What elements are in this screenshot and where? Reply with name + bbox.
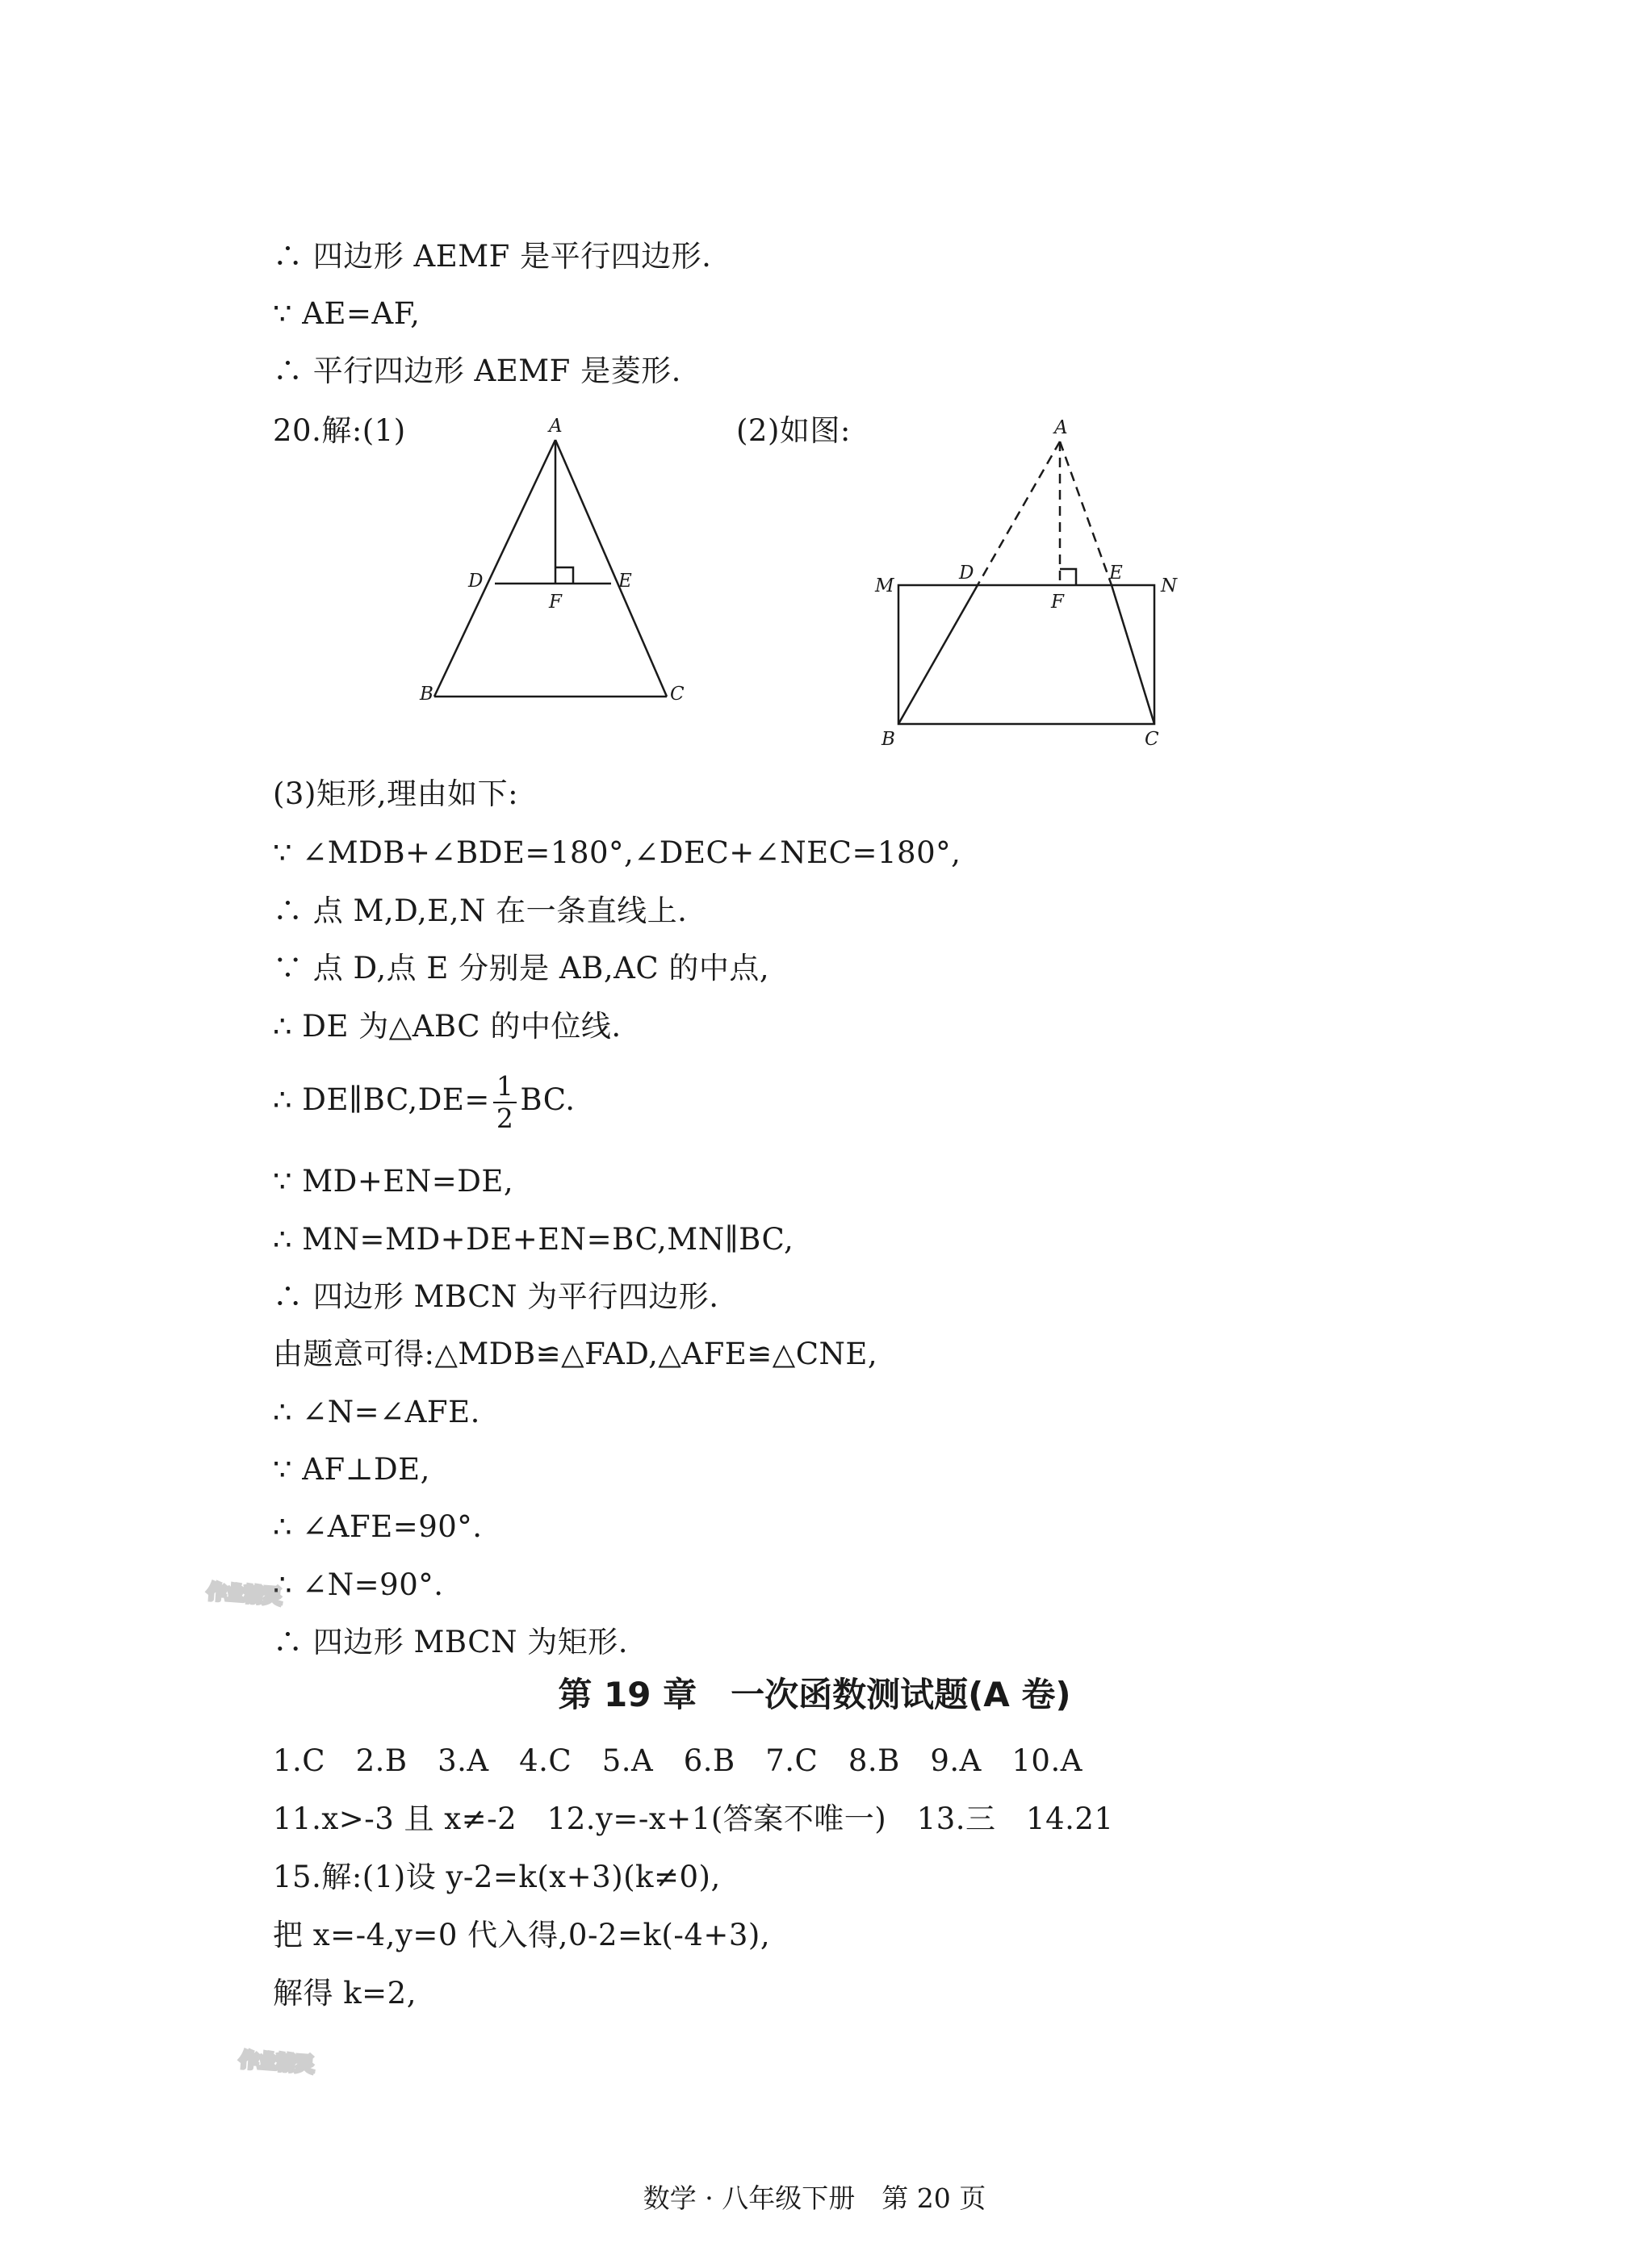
figure-1-triangle	[404, 408, 694, 730]
text-line-18: ∴ ∠N=90°.	[273, 1567, 444, 1602]
text-line-17: ∴ ∠AFE=90°.	[273, 1509, 483, 1544]
fig1-label-a: A	[549, 416, 563, 437]
svg-text:作业精灵: 作业精灵	[239, 2049, 315, 2077]
svg-text:作业精灵: 作业精灵	[207, 1581, 283, 1609]
fraction-numerator: 1	[493, 1071, 517, 1103]
text-line-10-part-b: BC.	[520, 1082, 576, 1117]
fig2-label-m: M	[875, 575, 894, 596]
text-line-15: ∴ ∠N=∠AFE.	[273, 1395, 480, 1429]
problem-20-part2-label: (2)如图:	[736, 413, 851, 448]
fig1-side-ab	[434, 440, 555, 697]
fig1-label-b: B	[420, 684, 433, 705]
fig2-rectangle-mbcn	[898, 585, 1154, 724]
text-line-9: ∴ DE 为△ABC 的中位线.	[273, 1009, 622, 1044]
text-line-13: ∴ 四边形 MBCN 为平行四边形.	[273, 1279, 719, 1314]
text-line-3: ∴ 平行四边形 AEMF 是菱形.	[273, 354, 681, 388]
text-line-2: ∵ AE=AF,	[273, 296, 421, 331]
figure-2-rectangle	[864, 408, 1227, 755]
text-line-19: ∴ 四边形 MBCN 为矩形.	[273, 1625, 628, 1659]
text-line-14: 由题意可得:△MDB≌△FAD,△AFE≌△CNE,	[273, 1337, 878, 1371]
text-line-22: 15.解:(1)设 y-2=k(x+3)(k≠0),	[273, 1860, 721, 1894]
problem-20-label: 20.解:(1)	[273, 413, 406, 448]
fig2-segment-bd	[898, 585, 978, 724]
text-line-10-part-a: ∴ DE∥BC,DE=	[273, 1082, 490, 1117]
fraction-one-half	[493, 1071, 517, 1134]
fig2-label-e: E	[1109, 563, 1123, 584]
fig1-label-d: D	[468, 571, 484, 592]
text-line-7: ∴ 点 M,D,E,N 在一条直线上.	[273, 893, 688, 928]
chapter-title: 第 19 章 一次函数测试题(A 卷)	[558, 1675, 1071, 1714]
text-line-1: ∴ 四边形 AEMF 是平行四边形.	[273, 239, 712, 274]
answers-line-2: 11.x>-3 且 x≠-2 12.y=-x+1(答案不唯一) 13.三 14.21	[273, 1801, 1114, 1836]
fig1-label-f: F	[549, 592, 562, 613]
text-line-10	[273, 1064, 576, 1136]
watermark-1	[202, 1485, 702, 1647]
fig2-label-d: D	[959, 563, 974, 584]
fig2-label-f: F	[1051, 592, 1064, 613]
text-line-16: ∵ AF⊥DE,	[273, 1452, 430, 1487]
page-footer: 数学 · 八年级下册 第 20 页	[643, 2182, 986, 2214]
fraction-denominator: 2	[496, 1102, 514, 1134]
text-line-5: (3)矩形,理由如下:	[273, 776, 519, 811]
fig2-label-b: B	[882, 729, 895, 750]
fig2-segment-ce	[1112, 585, 1154, 724]
text-line-24: 解得 k=2,	[273, 1976, 417, 2011]
fig2-label-a: A	[1054, 417, 1068, 438]
watermark-2	[234, 1953, 735, 2115]
fig2-dashed-ae	[1060, 441, 1112, 585]
text-line-8: ∵ 点 D,点 E 分别是 AB,AC 的中点,	[273, 951, 770, 985]
text-line-23: 把 x=-4,y=0 代入得,0-2=k(-4+3),	[273, 1918, 771, 1952]
fig1-label-c: C	[670, 684, 685, 705]
fig2-right-angle-mark	[1060, 569, 1076, 585]
fig1-label-e: E	[618, 571, 632, 592]
text-line-11: ∵ MD+EN=DE,	[273, 1164, 514, 1199]
fig2-dashed-ad	[978, 441, 1060, 585]
answers-line-1: 1.C 2.B 3.A 4.C 5.A 6.B 7.C 8.B 9.A 10.A	[273, 1743, 1083, 1778]
text-line-6: ∵ ∠MDB+∠BDE=180°,∠DEC+∠NEC=180°,	[273, 835, 961, 870]
fig1-right-angle-mark	[555, 567, 573, 584]
text-line-12: ∴ MN=MD+DE+EN=BC,MN∥BC,	[273, 1222, 794, 1257]
fig2-label-c: C	[1145, 729, 1159, 750]
fig2-label-n: N	[1161, 575, 1178, 596]
